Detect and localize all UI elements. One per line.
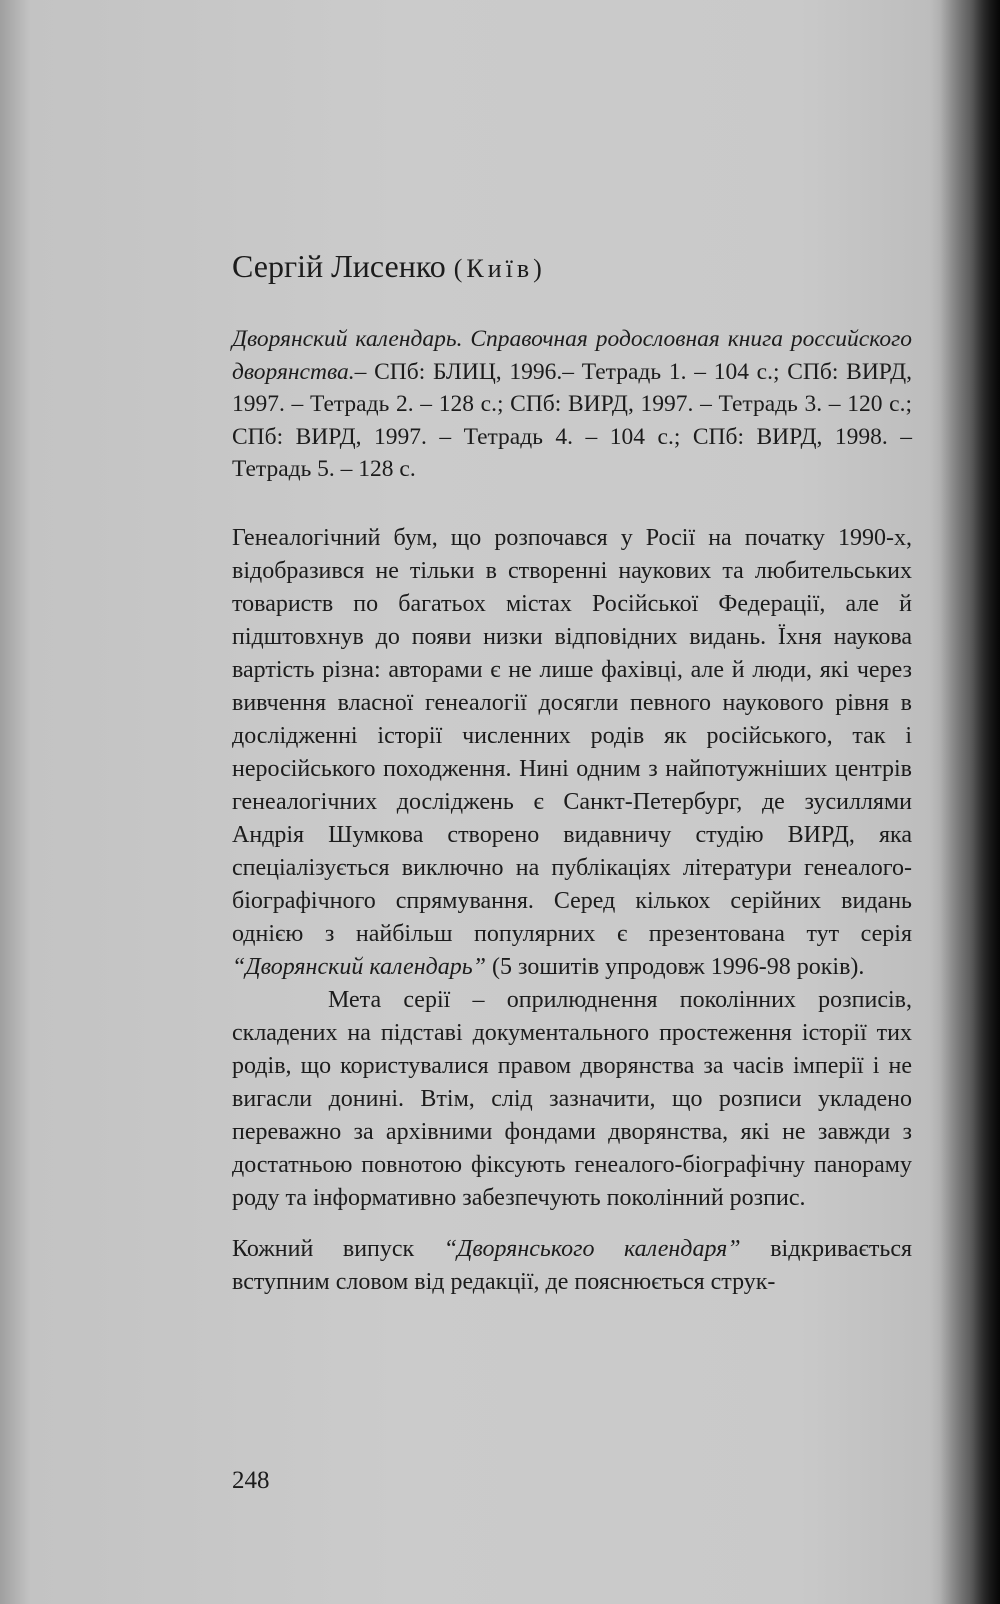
paragraph-2-text: Мета серії – оприлюднення поколінних розписів, складених на підставі документального простеження історії тих родів, що користувалися правом дворянства за часів імперії і не вигасли донині. Втім, слід зазначити, що розписи укладено переважно за архівними фондами дворянства, які не завжди з достатньою повнотою фіксують генеалого-біографічну панораму роду та інформативно забезпечують поколінний розпис. — [232, 986, 912, 1211]
paragraph-1-series-title: “Дворянский календарь” — [232, 953, 487, 980]
paragraph-1 — [232, 522, 912, 984]
paragraph-3-text: Кожний випуск — [232, 1235, 444, 1262]
paragraph-1-text-end: (5 зошитів упродовж 1996-98 років). — [486, 953, 865, 980]
author-city: (Київ) — [453, 254, 546, 283]
review-body — [232, 522, 912, 1299]
page-content — [232, 246, 912, 1299]
paragraph-3 — [232, 1233, 912, 1299]
page-number: 248 — [232, 1467, 270, 1494]
paragraph-3-series-title: “Дворянського календаря” — [443, 1235, 741, 1262]
bibliographic-details: – СПб: БЛИЦ, 1996.– Тетрадь 1. – 104 с.; СПб: ВИРД, 1997. – Тетрадь 2. – 128 с.; СПб: ВИРД, 1997. – Тетрадь 3. – 120 с.; СПб: ВИРД, 1997. – Тетрадь 4. – 104 с.; СПб: ВИРД, 1998. – Тетрадь 5. – 128 с. — [232, 358, 912, 482]
paragraph-2 — [232, 984, 912, 1215]
paragraph-1-text: Генеалогічний бум, що розпочався у Росії на початку 1990-х, відобразився не тільки в створенні наукових та любительських товариств по багатьох містах Російської Федерації, але й підштовхнув до появи низки відповідних видань. Їхня наукова вартість різна: авторами є не лише фахівці, але й люди, які через вивчення власної генеалогії досягли певного наукового рівня в дослідженні історії численних родів як російського, так і неросійського походження. Нині одним з найпотужніших центрів генеалогічних досліджень є Санкт-Петербург, де зусиллями Андрія Шумкова створено видавничу студію ВИРД, яка спеціалізується виключно на публікаціях літератури генеалого-біографічного спрямування. Серед кількох серійних видань однією з найбільш популярних є презентована тут серія — [232, 524, 912, 947]
page-gutter-shadow — [940, 0, 1000, 1604]
author-heading — [232, 246, 912, 289]
author-name: Сергій Лисенко — [232, 248, 446, 284]
bibliographic-entry — [232, 323, 912, 486]
bibliographic-title: Дворянский календарь. Справочная родословная книга российского дворянства. — [232, 326, 912, 385]
paragraph-3-text-end: відкривається вступним словом від редакції, де пояснюється струк- — [232, 1235, 913, 1295]
